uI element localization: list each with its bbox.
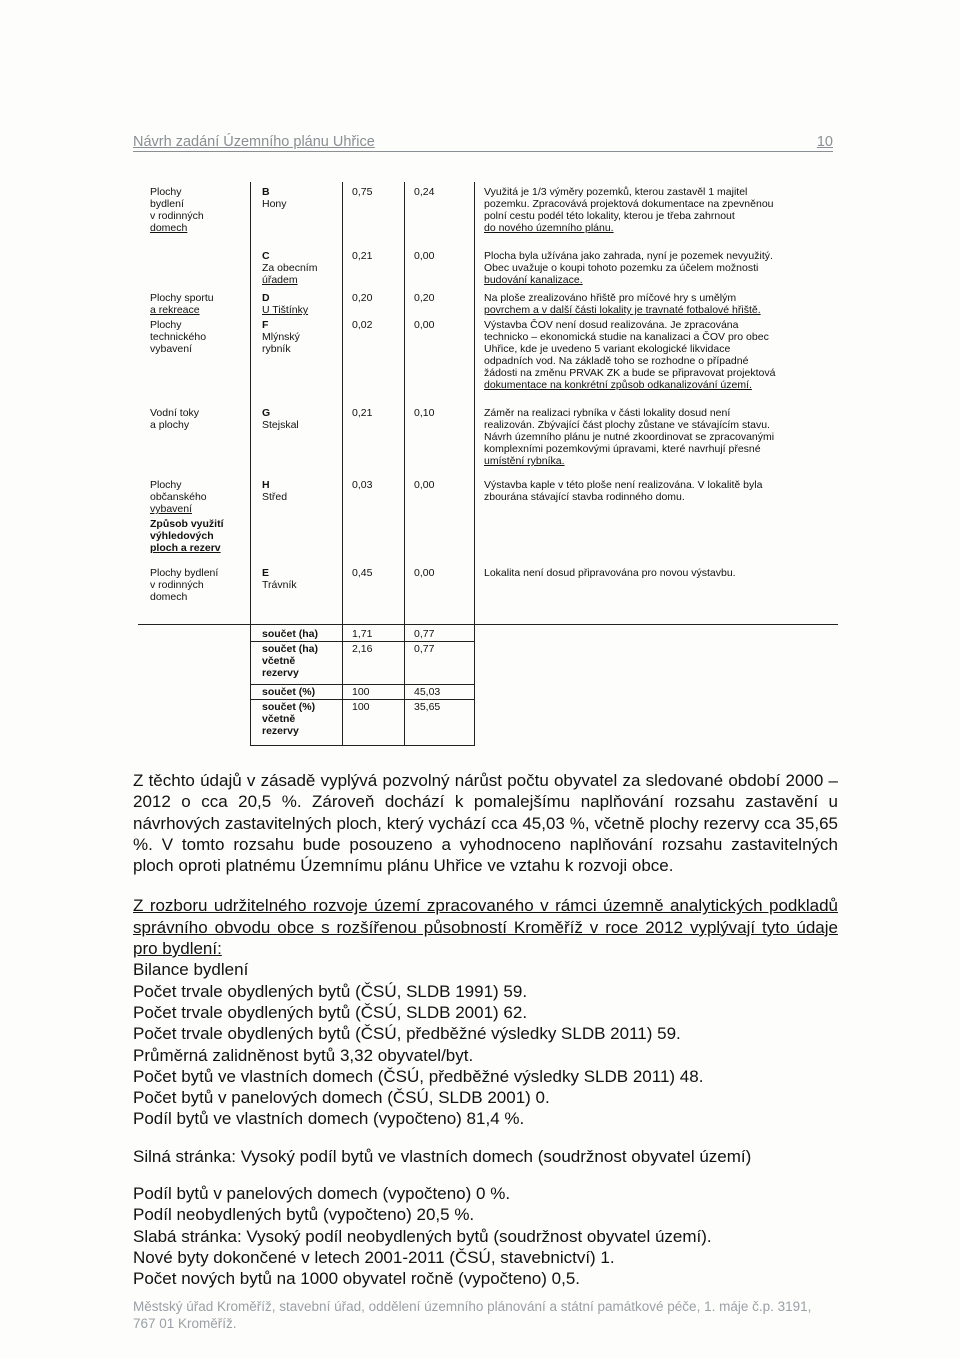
row-name: E Trávník: [262, 567, 297, 591]
row-name: C Za obecním úřadem: [262, 250, 318, 286]
text-line: Počet trvale obydlených bytů (ČSÚ, SLDB 2001) 62.: [133, 1002, 528, 1022]
row-area-used: 0,00: [414, 250, 435, 262]
row-category: Plochy občanského vybavení: [150, 479, 207, 515]
row-area-total: 0,03: [352, 479, 373, 491]
row-name: H Střed: [262, 479, 288, 503]
row-note: Plocha byla užívána jako zahrada, nyní je pozemek nevyužitý. Obec uvažuje o koupi tohoto pozemku za účelem možnosti budování kanalizace.: [484, 250, 773, 286]
row-area-used: 0,00: [414, 567, 435, 579]
strength-line: Silná stránka: Vysoký podíl bytů ve vlastních domech (soudržnost obyvatel území): [133, 1146, 752, 1166]
text-line: Počet bytů v panelových domech (ČSÚ, SLDB 2001) 0.: [133, 1088, 550, 1108]
row-note: Využitá je 1/3 výměry pozemků, kterou zastavěl 1 majitel pozemku. Zpracovává projektová dokumentace na zpevněnou polní cestu podél této lokality, kterou je třeba zahrnout do nového územního plánu.: [484, 186, 774, 234]
text-line: Slabá stránka: Vysoký podíl neobydlených bytů (soudržnost obyvatel území).: [133, 1226, 712, 1246]
row-area-total: 0,45: [352, 567, 373, 579]
page-footer: [133, 1298, 853, 1332]
summary-paragraph: Z těchto údajů v zásadě vyplývá pozvolný nárůst počtu obyvatel za sledované období 2000 – 2012 o cca 20,5 %. Zároveň dochází k pomalejšímu naplňování rozsahu zastavění u návrhových zastavitelných ploch, který vychází cca 45,03 %, včetně plochy rezervy cca 35,65 %. V tomto rozsahu bude posouzeno a vyhodnoceno naplňování rozsahu zastavitelných ploch oproti platnému Územnímu plánu Uhřice ve vztahu k rozvoji obce.: [133, 771, 838, 876]
text-line: Nové byty dokončené v letech 2001-2011 (ČSÚ, stavebnictví) 1.: [133, 1247, 615, 1267]
row-category: Plochy bydlení v rodinných domech: [150, 186, 204, 234]
row-area-total: 0,75: [352, 186, 373, 198]
row-note: Na ploše zrealizováno hřiště pro míčové hry s umělým povrchem a v další části lokality je travnaté fotbalové hřiště.: [484, 292, 761, 316]
row-name: G Stejskal: [262, 407, 299, 431]
text-line: Počet trvale obydlených bytů (ČSÚ, SLDB 1991) 59.: [133, 981, 528, 1001]
section-heading: Z rozboru udržitelného rozvoje území zpracovaného v rámci územně analytických podkladů správního obvodu obce s rozšířenou působností Kroměříž v roce 2012 vyplývají tyto údaje pro bydlení:: [133, 896, 838, 959]
row-area-used: 0,00: [414, 479, 435, 491]
footer-line: 767 01 Kroměříž.: [133, 1316, 237, 1331]
page-header: [133, 134, 833, 150]
text-line: Podíl neobydlených bytů (vypočteno) 20,5 %.: [133, 1205, 475, 1225]
text-line: Počet nových bytů na 1000 obyvatel ročně (vypočteno) 0,5.: [133, 1269, 580, 1289]
text-line: Bilance bydlení: [133, 960, 249, 980]
row-name: B Hony: [262, 186, 287, 210]
text-line: Průměrná zalidněnost bytů 3,32 obyvatel/byt.: [133, 1045, 474, 1065]
body-text: [133, 770, 838, 1290]
footer-line: Městský úřad Kroměříž, stavební úřad, oddělení územního plánování a státní památkové péče, 1. máje č.p. 3191,: [133, 1299, 812, 1314]
table-border: [250, 182, 251, 746]
row-note: Lokalita není dosud připravována pro novou výstavbu.: [484, 567, 736, 579]
row-area-total: 0,21: [352, 407, 373, 419]
row-area-used: 0,24: [414, 186, 435, 198]
text-line: Počet trvale obydlených bytů (ČSÚ, předběžné výsledky SLDB 2011) 59.: [133, 1024, 681, 1044]
row-name: F Mlýnský rybník: [262, 319, 300, 355]
document-title: Návrh zadání Územního plánu Uhřice: [133, 134, 375, 150]
row-area-used: 0,00: [414, 319, 435, 331]
spacer: [133, 1130, 838, 1146]
table-border: [250, 699, 474, 700]
row-note: Výstavba kaple v této ploše není realizována. V lokalitě byla zbourána stávající stavba rodinného domu.: [484, 479, 763, 503]
table-border: [138, 624, 838, 625]
row-note: Výstavba ČOV není dosud realizována. Je zpracována technicko – ekonomická studie na kanalizaci a ČOV pro obec Uhřice, kde je uvedeno 5 variant ekologické likvidace odpadních vod. Na základě toho se rozhodne o případné žádosti na změnu PRVAK ZK a bude se připravovat projektová dokumentace na konkrétní způsob odkanalizování území.: [484, 319, 776, 391]
row-name: D U Tištínky: [262, 292, 309, 316]
row-category: Plochy sportu a rekreace: [150, 292, 214, 316]
row-category: Plochy technického vybavení: [150, 319, 207, 355]
text-line: Počet bytů ve vlastních domech (ČSÚ, předběžné výsledky SLDB 2011) 48.: [133, 1066, 704, 1086]
row-area-used: 0,20: [414, 292, 435, 304]
row-category: Plochy bydlení v rodinných domech: [150, 567, 219, 603]
table-border: [250, 684, 474, 685]
text-line: Podíl bytů v panelových domech (vypočteno) 0 %.: [133, 1184, 511, 1204]
table-border: [250, 745, 474, 746]
row-category: Vodní toky a plochy: [150, 407, 200, 431]
row-area-used: 0,10: [414, 407, 435, 419]
row-area-total: 0,21: [352, 250, 373, 262]
spacer: [133, 1167, 838, 1183]
text-line: Podíl bytů ve vlastních domech (vypočteno) 81,4 %.: [133, 1109, 525, 1129]
row-note: Záměr na realizaci rybníka v části lokality dosud není realizován. Zbývající část plochy zůstane ve stávajícím stavu. Návrh územního plánu je nutné zkoordinovat se zpracovanými komplexními pozemkovými úpravami, které navrhují přesné umístění rybníka.: [484, 407, 775, 467]
row-area-total: 0,02: [352, 319, 373, 331]
table-border: [474, 182, 475, 746]
row-area-total: 0,20: [352, 292, 373, 304]
page-number: 10: [816, 134, 833, 150]
table-border: [404, 182, 405, 746]
table-border: [250, 641, 474, 642]
reserve-heading: Způsob využití výhledových ploch a rezerv: [150, 518, 224, 554]
header-rule: [133, 151, 833, 152]
